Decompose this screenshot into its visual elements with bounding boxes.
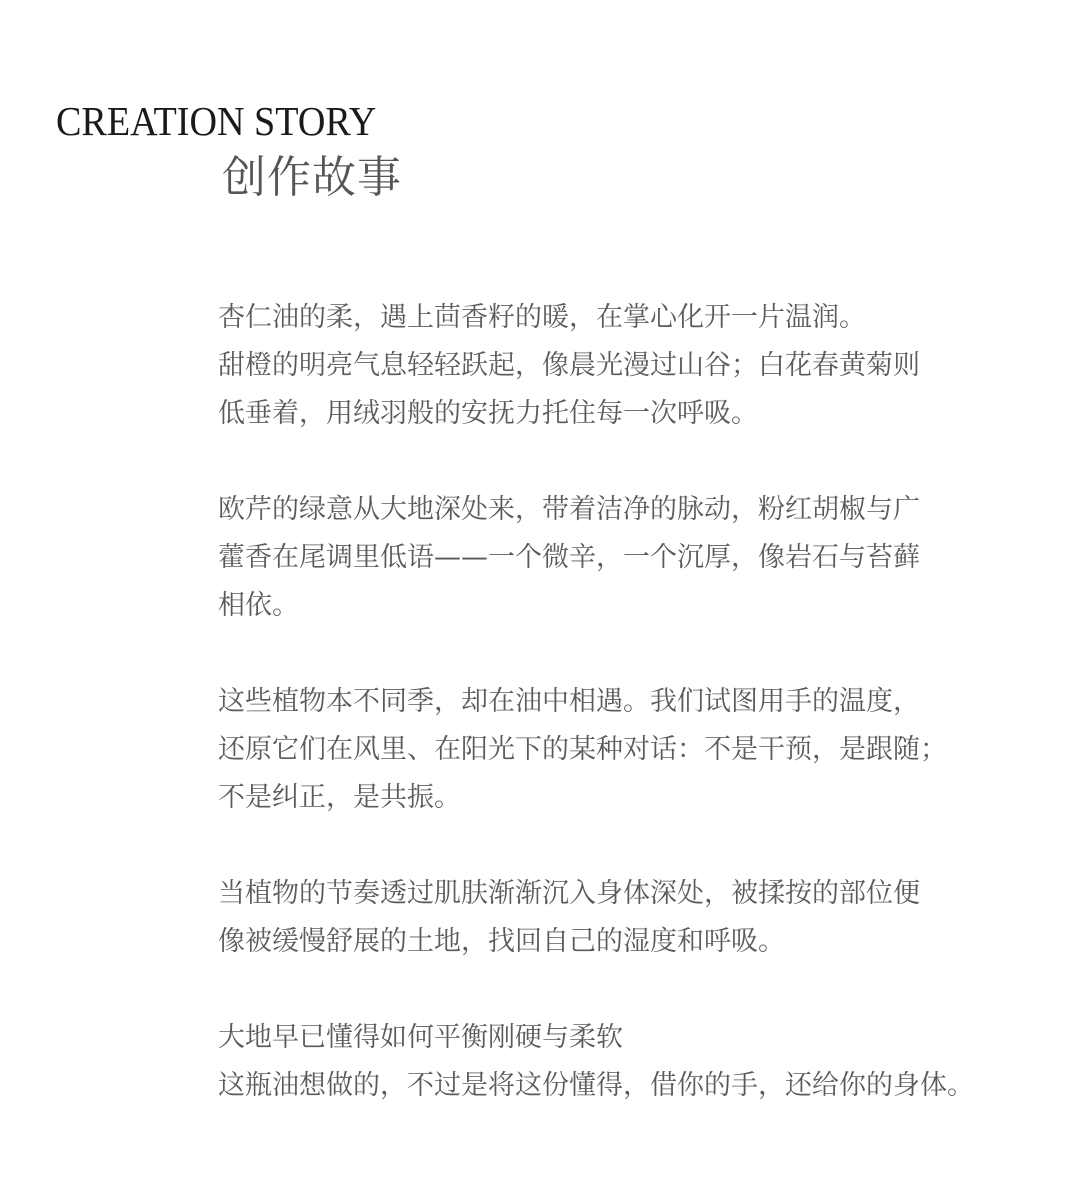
story-paragraph — [218, 678, 1018, 822]
story-line: 大地早已懂得如何平衡刚硬与柔软 — [218, 1022, 623, 1053]
story-line: 藿香在尾调里低语——一个微辛，一个沉厚，像岩石与苔藓 — [218, 542, 920, 573]
story-body — [218, 294, 1018, 1158]
story-line: 像被缓慢舒展的土地，找回自己的湿度和呼吸。 — [218, 926, 785, 957]
story-line: 不是纠正，是共振。 — [218, 782, 461, 813]
story-paragraph — [218, 294, 1018, 438]
story-line: 甜橙的明亮气息轻轻跃起，像晨光漫过山谷；白花春黄菊则 — [218, 350, 920, 381]
story-paragraph — [218, 1014, 1018, 1110]
story-line: 杏仁油的柔，遇上茴香籽的暖，在掌心化开一片温润。 — [218, 302, 866, 333]
story-line: 这些植物本不同季，却在油中相遇。我们试图用手的温度， — [218, 686, 920, 717]
story-line: 还原它们在风里、在阳光下的某种对话：不是干预，是跟随； — [218, 734, 947, 765]
story-line: 这瓶油想做的，不过是将这份懂得，借你的手，还给你的身体。 — [218, 1070, 974, 1101]
story-line: 低垂着，用绒羽般的安抚力托住每一次呼吸。 — [218, 398, 758, 429]
story-line: 当植物的节奏透过肌肤渐渐沉入身体深处，被揉按的部位便 — [218, 878, 920, 909]
story-paragraph — [218, 870, 1018, 966]
title-english: CREATION STORY — [56, 98, 377, 144]
title-chinese: 创作故事 — [222, 152, 402, 203]
story-paragraph — [218, 486, 1018, 630]
story-line: 欧芹的绿意从大地深处来，带着洁净的脉动，粉红胡椒与广 — [218, 494, 920, 525]
story-line: 相依。 — [218, 590, 299, 621]
